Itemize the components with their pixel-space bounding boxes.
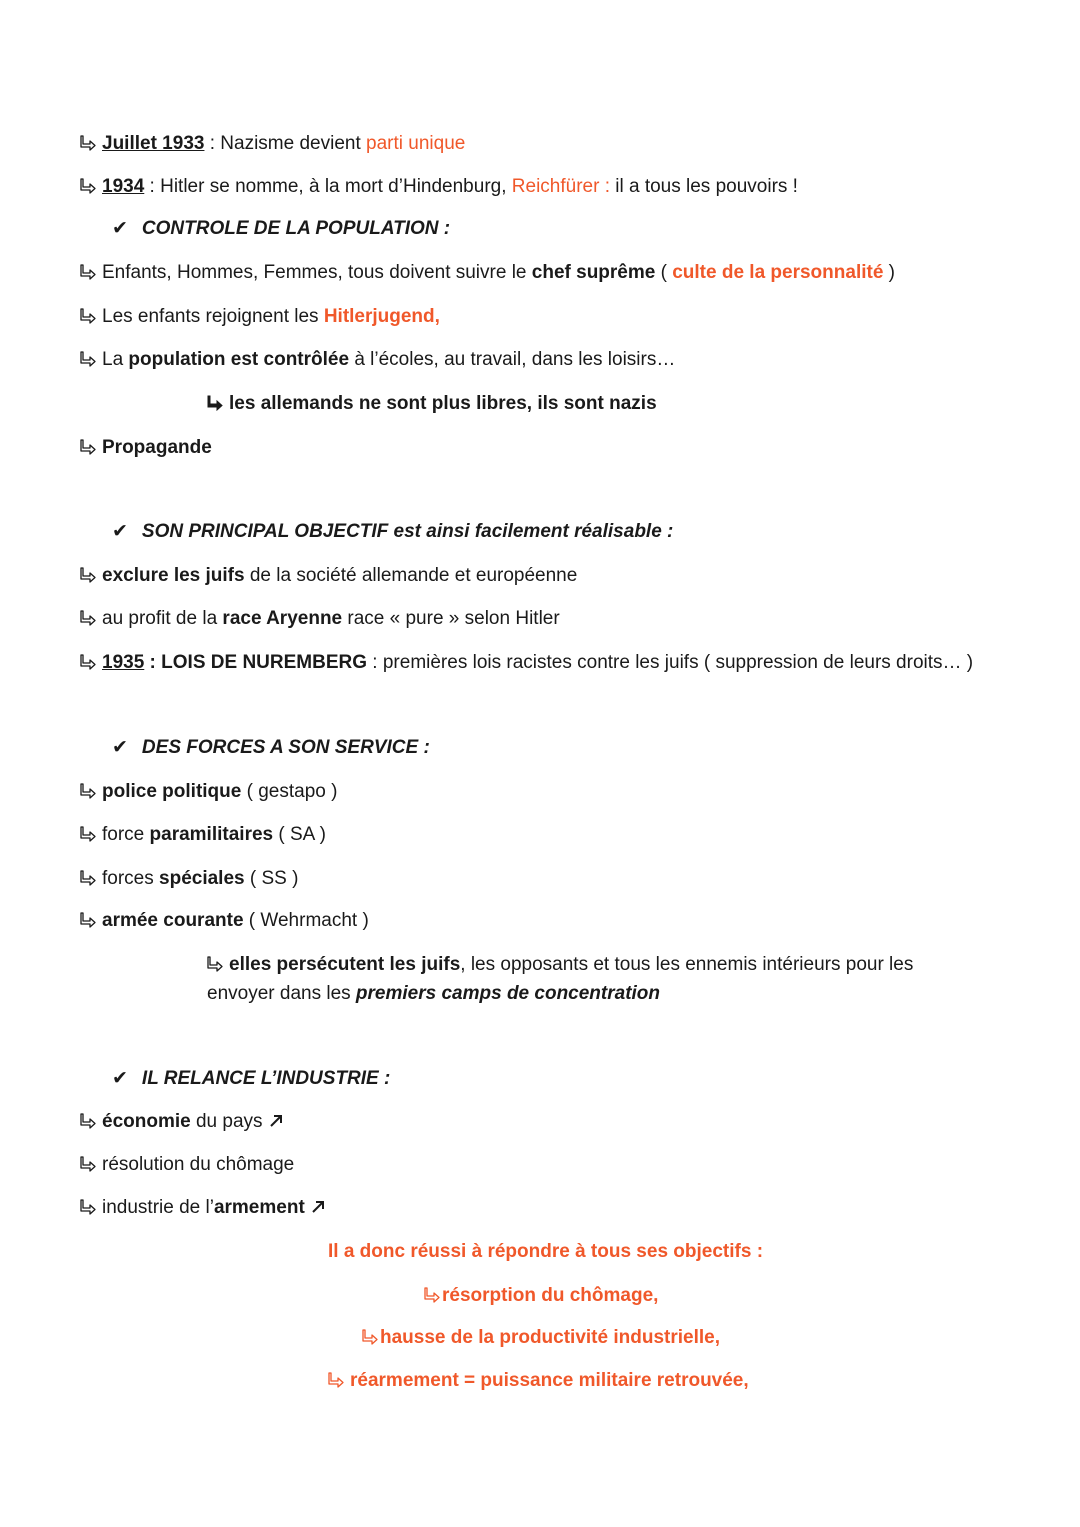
line-juillet-1933: [80, 132, 465, 156]
hook-arrow-icon: [80, 823, 96, 847]
date: 1934: [102, 176, 145, 197]
hook-arrow-icon: [80, 305, 96, 329]
check-icon: ✔: [112, 521, 128, 542]
hook-arrow-icon: [80, 348, 96, 372]
line-paramilitaires: force paramilitaires ( SA ): [80, 823, 326, 847]
text: : Hitler se nomme, à la mort d’Hindenburg,: [144, 176, 512, 197]
hook-arrow-icon: [80, 564, 96, 588]
hook-arrow-icon: [80, 132, 96, 156]
line-race-aryenne: au profit de la race Aryenne race « pure » selon Hitler: [80, 607, 560, 631]
hook-arrow-icon: [80, 651, 96, 675]
hook-arrow-icon: [207, 392, 223, 416]
line-1934: [80, 175, 798, 199]
hook-arrow-icon: [80, 436, 96, 460]
conclusion-forces: elles persécutent les juifs, les opposants et tous les ennemis intérieurs pour les envoyer dans les premiers camps de concentration: [207, 950, 967, 1008]
conclusion-control: les allemands ne sont plus libres, ils sont nazis: [207, 392, 657, 416]
heading-objectif: ✔ SON PRINCIPAL OBJECTIF est ainsi facilement réalisable :: [112, 521, 674, 542]
hook-arrow-icon: [80, 1196, 96, 1220]
line-speciales: forces spéciales ( SS ): [80, 867, 298, 891]
highlight: parti unique: [366, 133, 466, 154]
line-chomage: résolution du chômage: [80, 1153, 294, 1177]
check-icon: ✔: [112, 1068, 128, 1089]
line-propagande: Propagande: [80, 436, 212, 460]
hook-arrow-icon: [80, 780, 96, 804]
line-economie: économie du pays: [80, 1110, 283, 1134]
hook-arrow-icon: [80, 1153, 96, 1177]
line-enfants-hommes: Enfants, Hommes, Femmes, tous doivent suivre le chef suprême ( culte de la personnalité ): [80, 261, 895, 285]
text: : Nazisme devient: [204, 133, 367, 154]
text: il a tous les pouvoirs !: [609, 176, 798, 197]
summary-item: résorption du chômage,: [424, 1284, 658, 1308]
hook-arrow-icon: [80, 607, 96, 631]
summary-title: Il a donc réussi à répondre à tous ses objectifs :: [328, 1241, 764, 1262]
hook-arrow-icon: [207, 950, 223, 979]
summary-item: réarmement = puissance militaire retrouvée,: [328, 1369, 749, 1393]
hook-arrow-icon: [328, 1369, 344, 1393]
line-armement: industrie de l’armement: [80, 1196, 325, 1220]
heading-industrie: ✔ IL RELANCE L’INDUSTRIE :: [112, 1068, 391, 1089]
hook-arrow-icon: [80, 909, 96, 933]
heading-forces: ✔ DES FORCES A SON SERVICE :: [112, 737, 430, 758]
line-armee: armée courante ( Wehrmacht ): [80, 909, 369, 933]
check-icon: ✔: [112, 737, 128, 758]
hook-arrow-icon: [362, 1326, 378, 1350]
highlight: Reichfürer :: [511, 176, 610, 197]
hook-arrow-icon: [80, 1110, 96, 1134]
heading-controle: ✔ CONTROLE DE LA POPULATION :: [112, 218, 451, 239]
hook-arrow-icon: [80, 261, 96, 285]
hook-arrow-icon: [80, 175, 96, 199]
hook-arrow-icon: [424, 1284, 440, 1308]
check-icon: ✔: [112, 218, 128, 239]
up-right-arrow-icon: [305, 1197, 325, 1218]
up-right-arrow-icon: [263, 1111, 283, 1132]
line-exclure: exclure les juifs de la société allemande et européenne: [80, 564, 577, 588]
line-hitlerjugend: Les enfants rejoignent les Hitlerjugend,: [80, 305, 440, 329]
line-population: La population est contrôlée à l’écoles, au travail, dans les loisirs…: [80, 348, 675, 372]
summary-item: hausse de la productivité industrielle,: [362, 1326, 720, 1350]
hook-arrow-icon: [80, 867, 96, 891]
date: Juillet 1933: [102, 133, 205, 154]
line-police: police politique ( gestapo ): [80, 780, 337, 804]
line-1935: 1935 : LOIS DE NUREMBERG : premières lois racistes contre les juifs ( suppression de leurs droits… ): [80, 651, 973, 675]
